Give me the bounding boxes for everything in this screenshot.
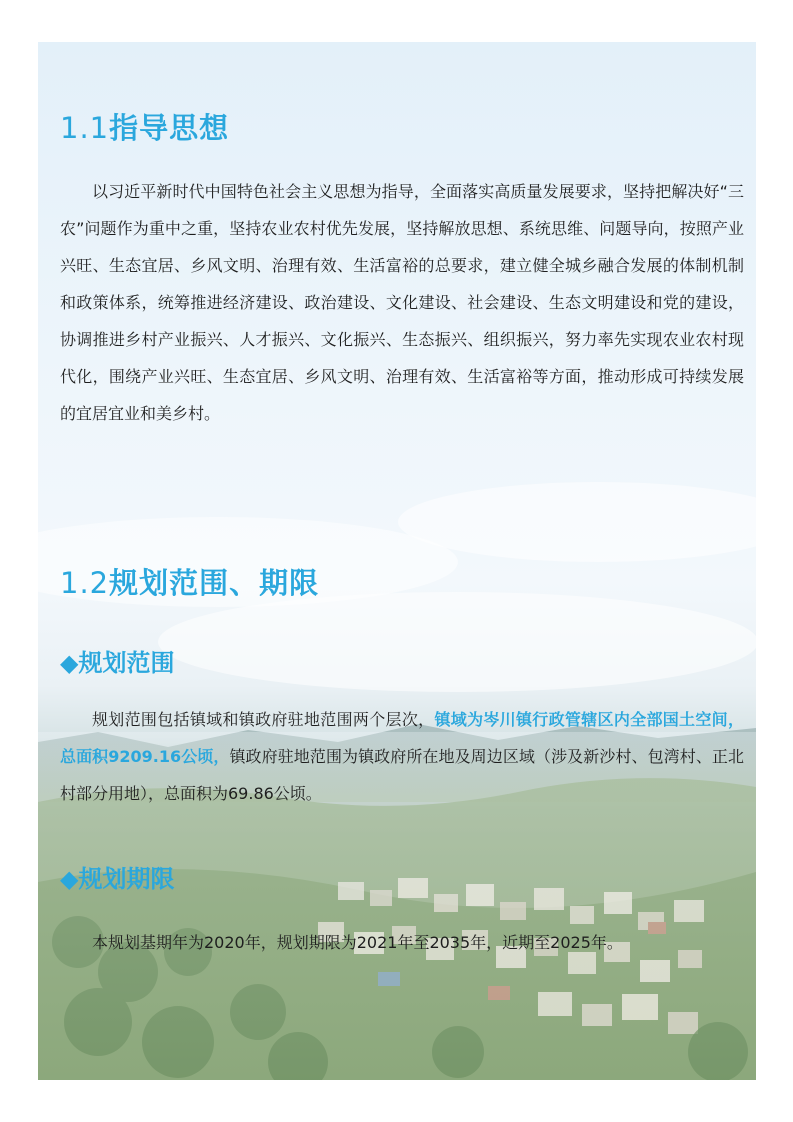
planning-period-heading: ◆规划期限 <box>60 865 175 893</box>
section-title: 规划范围、期限 <box>109 566 320 600</box>
planning-period-paragraph: 本规划基期年为2020年，规划期限为2021年至2035年，近期至2025年。 <box>92 933 623 952</box>
section-number: 1.1 <box>60 111 110 145</box>
document-page <box>38 42 756 1080</box>
guiding-ideology-paragraph: 以习近平新时代中国特色社会主义思想为指导，全面落实高质量发展要求，坚持把解决好“三农”问题作为重中之重，坚持农业农村优先发展，坚持解放思想、系统思维、问题导向，按照产业兴旺、生态宜居、乡风文明、治理有效、生活富裕的总要求，建立健全城乡融合发展的体制机制和政策体系，统筹推进经济建设、政治建设、文化建设、社会建设、生态文明建设和党的建设，协调推进乡村产业振兴、人才振兴、文化振兴、生态振兴、组织振兴，努力率先实现农业农村现代化，围绕产业兴旺、生态宜居、乡风文明、治理有效、生活富裕等方面，推动形成可持续发展的宜居宜业和美乡村。 <box>60 182 744 423</box>
scope-highlight: 镇域为岑川镇行政管辖区内全部国土空间，总面积9209.16公顷， <box>60 710 744 766</box>
document-content <box>38 42 756 1080</box>
section-title: 指导思想 <box>109 111 230 145</box>
planning-scope-paragraph <box>60 701 744 812</box>
planning-scope-heading: ◆规划范围 <box>60 649 175 677</box>
section-heading-1-1 <box>60 106 229 147</box>
scope-text-after: 镇政府驻地范围为镇政府所在地及周边区域（涉及新沙村、包湾村、正北村部分用地），总面积为69.86公顷。 <box>60 747 744 803</box>
section-number: 1.2 <box>60 566 110 600</box>
section-heading-1-2 <box>60 561 319 602</box>
scope-text-before: 规划范围包括镇域和镇政府驻地范围两个层次， <box>92 710 435 729</box>
